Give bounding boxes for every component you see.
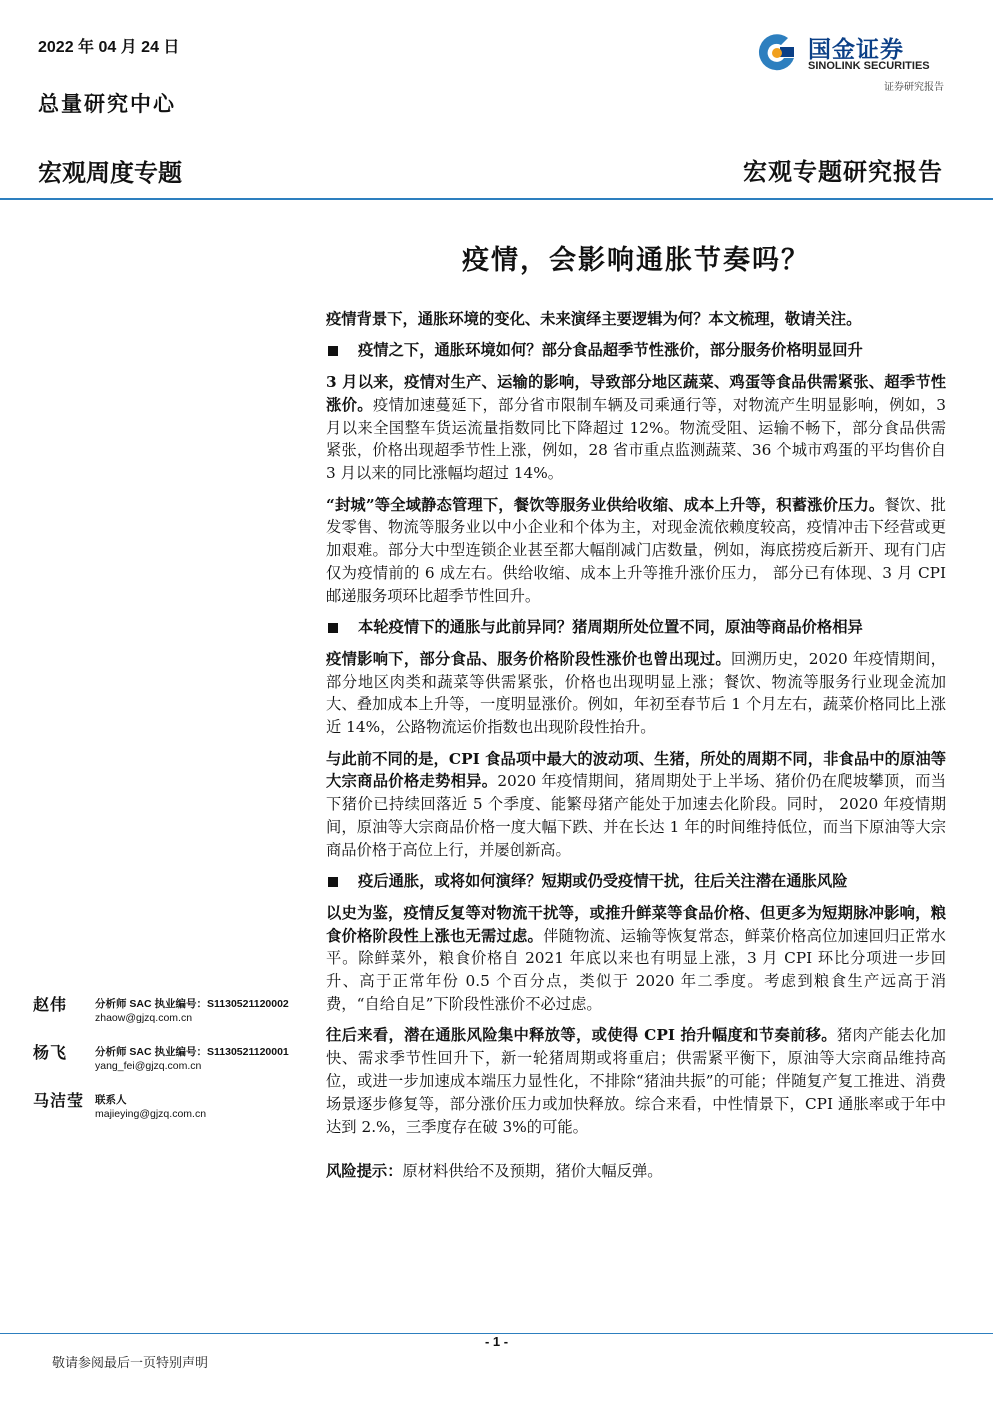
paragraph: 以史为鉴，疫情反复等对物流干扰等，或推升鲜菜等食品价格、但更多为短期脉冲影响，粮食价格阶段性上涨也无需过虑。伴随物流、运输等恢复常态，鲜菜价格高位加速回归正常水平。除鲜菜外，粮食价格自 2021 年底以来也有明显上涨，3 月 CPI 环比分项进一步回升、高于正常年份 0.5 个百分点，类似于 2020 年二季度。考虑到粮食生产远高于消费，“自给自足”下阶段性涨价不必过虑。: [326, 903, 946, 1014]
analyst-name: 杨飞: [33, 1043, 68, 1062]
analyst-entry: [33, 992, 313, 1040]
section-heading: 本轮疫情下的通胀与此前异同？猪周期所处位置不同，原油等商品价格相异: [326, 616, 946, 639]
analyst-email[interactable]: majieying@gjzq.com.cn: [95, 1108, 207, 1120]
logo-subtitle: 证券研究报告: [884, 82, 944, 93]
analyst-name: 马洁莹: [33, 1091, 85, 1110]
logo-english-name: SINOLINK SECURITIES: [808, 60, 930, 72]
page-number: - 1 -: [484, 1334, 509, 1349]
report-title: 疫情，会影响通胀节奏吗？: [462, 245, 810, 276]
logo-chinese-name: 国金证券: [808, 36, 904, 62]
research-center: 总量研究中心: [38, 91, 176, 116]
section-heading: 疫情之下，通胀环境如何？部分食品超季节性涨价，部分服务价格明显回升: [326, 339, 946, 362]
paragraph: 与此前不同的是，CPI 食品项中最大的波动项、生猪，所处的周期不同，非食品中的原油等大宗商品价格走势相异。2020 年疫情期间，猪周期处于上半场、猪价仍在爬坡攀顶，而当下猪价已持续回落近 5 个季度、能繁母猪产能处于加速去化阶段。同时， 2020 年疫情期间，原油等大宗商品价格一度大幅下跌、并在长达 1 年的时间维持低位，而当下原油等大宗商品价格于高位上行，并屡创新高。: [326, 749, 946, 859]
disclaimer-note: 敬请参阅最后一页特别声明: [52, 1356, 209, 1371]
paragraph: 往后来看，潜在通胀风险集中释放等，或使得 CPI 抬升幅度和节奏前移。猪肉产能去化加快、需求季节性回升下，新一轮猪周期或将重启；供需紧平衡下，原油等大宗商品维持高位，或进一步加速成本端压力显性化，不排除“猪油共振”的可能；伴随复产复工推进、消费场景逐步修复等，部分涨价压力或加快释放。综合来看，中性情景下，CPI 通胀率或于年中达到 2.%，三季度存在破 3%的可能。: [326, 1026, 946, 1136]
square-bullet-icon: [328, 346, 338, 356]
intro: [326, 308, 946, 331]
analyst-entry: [33, 1040, 313, 1088]
sinolink-logo-icon: [754, 30, 800, 76]
analyst-credential: 分析师 SAC 执业编号：S1130521120001: [95, 1046, 289, 1058]
analyst-credential: 联系人: [95, 1094, 127, 1106]
section-heading: 疫后通胀，或将如何演绎？短期或仍受疫情干扰，往后关注潜在通胀风险: [326, 870, 946, 893]
risk-label: 风险提示：: [326, 1162, 403, 1181]
intro-text: 疫情背景下，通胀环境的变化、未来演绎主要逻辑为何？本文梳理，敬请关注。: [326, 310, 862, 328]
risk-warning: [326, 1160, 946, 1183]
header-divider: [0, 198, 993, 200]
analyst-email[interactable]: yang_fei@gjzq.com.cn: [95, 1060, 202, 1072]
paragraph: 3 月以来，疫情对生产、运输的影响，导致部分地区蔬菜、鸡蛋等食品供需紧张、超季节性涨价。疫情加速蔓延下，部分省市限制车辆及司乘通行等，对物流产生明显影响，例如，3 月以来全国整车货运流量指数同比下降超过 12%。物流受阻、运输不畅下，部分食品供需紧张，价格出现超季节性上涨，例如，28 省市重点监测蔬菜、36 个城市鸡蛋的平均售价自 3 月以来的同比涨幅均超过 14%。: [326, 373, 946, 483]
report-type: 宏观专题研究报告: [743, 157, 943, 186]
analyst-credential: 分析师 SAC 执业编号：S1130521120002: [95, 998, 289, 1010]
square-bullet-icon: [328, 623, 338, 633]
paragraph: 疫情影响下，部分食品、服务价格阶段性涨价也曾出现过。回溯历史，2020 年疫情期间，部分地区肉类和蔬菜等供需紧张，价格也出现明显上涨；餐饮、物流等服务行业现金流加大、叠加成本上升等，一度明显涨价。例如，年初至春节后 1 个月左右，蔬菜价格同比上涨近 14%，公路物流运价指数也出现阶段性抬升。: [326, 649, 946, 737]
report-date: 2022 年 04 月 24 日: [38, 39, 180, 56]
risk-text: 原材料供给不及预期，猪价大幅反弹。: [402, 1162, 663, 1181]
analyst-entry: [33, 1088, 313, 1136]
analyst-name: 赵伟: [33, 995, 68, 1014]
report-series: 宏观周度专题: [38, 160, 182, 187]
analyst-email[interactable]: zhaow@gjzq.com.cn: [95, 1012, 193, 1024]
paragraph: “封城”等全域静态管理下，餐饮等服务业供给收缩、成本上升等，积蓄涨价压力。餐饮、批发零售、物流等服务业以中小企业和个体为主，对现金流依赖度较高，疫情冲击下经营或更加艰难。部分大中型连锁企业甚至都大幅削减门店数量，例如，海底捞疫后新开、现有门店仅为疫情前的 6 成左右。供给收缩、成本上升等推升涨价压力， 部分已有体现、3 月 CPI 邮递服务项环比超季节性回升。: [326, 495, 946, 605]
square-bullet-icon: [328, 877, 338, 887]
report-body: [326, 308, 946, 1192]
analyst-list: [33, 992, 313, 1136]
company-logo: [754, 28, 946, 98]
